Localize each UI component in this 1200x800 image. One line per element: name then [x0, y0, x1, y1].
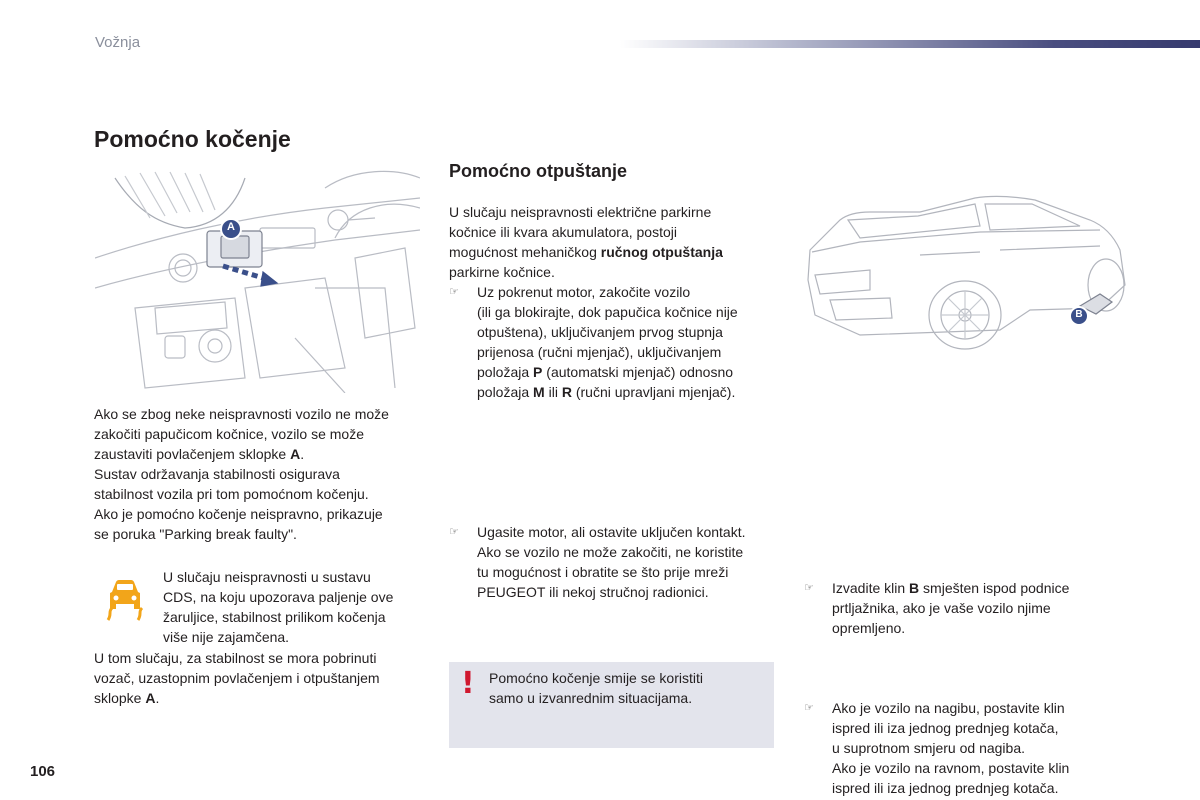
text-line: Ako je pomoćno kočenje neispravno, prikazuje — [94, 506, 383, 522]
text-line: Sustav održavanja stabilnosti osigurava — [94, 466, 340, 482]
car-illustration — [800, 190, 1135, 365]
hand-pointer-icon: ☞ — [449, 526, 459, 538]
text-line: žaruljice, stabilnost prilikom kočenja — [163, 609, 386, 625]
middle-intro — [449, 202, 779, 282]
text-line: ispred ili iza jednog prednjeg kotača. — [832, 780, 1059, 796]
text-line: Ugasite motor, ali ostavite uključen kontakt. — [477, 524, 746, 540]
text-line: parkirne kočnice. — [449, 264, 555, 280]
text-line: samo u izvanrednim situacijama. — [489, 690, 693, 706]
text-line: opremljeno. — [832, 620, 906, 636]
page-number: 106 — [30, 763, 56, 780]
text-line: Izvadite klin B smješten ispod podnice — [832, 580, 1070, 596]
text-line: se poruka "Parking break faulty". — [94, 526, 297, 542]
text-line: Ako je vozilo na ravnom, postavite klin — [832, 760, 1070, 776]
left-paragraph-2 — [94, 648, 424, 708]
text-line: zakočiti papučicom kočnice, vozilo se može — [94, 426, 365, 442]
middle-bullet-2 — [449, 522, 807, 602]
text-line: PEUGEOT ili nekoj stručnoj radionici. — [477, 584, 709, 600]
text-line: položaja M ili R (ručni upravljani mjenjač). — [477, 384, 736, 400]
text-line: kočnice ili kvara akumulatora, postoji — [449, 224, 677, 240]
text-line: sklopke A. — [94, 690, 160, 706]
hand-pointer-icon: ☞ — [449, 286, 459, 298]
label-a: A — [227, 221, 235, 233]
warning-box — [449, 662, 774, 748]
text-line: vozač, uzastopnim povlačenjem i otpuštanjem — [94, 670, 380, 686]
text-line: tu mogućnost i obratite se što prije mreži — [477, 564, 729, 580]
right-bullet-2 — [804, 698, 1152, 798]
text-line: U slučaju neispravnosti u sustavu — [163, 569, 371, 585]
text-line: prijenosa (ručni mjenjač), uključivanjem — [477, 344, 722, 360]
text-line: Ako se zbog neke neispravnosti vozilo ne može — [94, 406, 389, 422]
text-line: Ako je vozilo na nagibu, postavite klin — [832, 700, 1065, 716]
text-line: zaustaviti povlačenjem sklopke A. — [94, 446, 305, 462]
text-line: (ili ga blokirajte, dok papučica kočnice nije — [477, 304, 738, 320]
warning-text — [489, 668, 759, 708]
header-bar — [620, 40, 1200, 48]
hand-pointer-icon: ☞ — [804, 582, 814, 594]
exclamation-icon: ! — [461, 666, 475, 701]
hand-pointer-icon: ☞ — [804, 702, 814, 714]
text-line: U slučaju neispravnosti električne parkirne — [449, 204, 712, 220]
text-line: u suprotnom smjeru od nagiba. — [832, 740, 1025, 756]
text-line: ispred ili iza jednog prednjeg kotača, — [832, 720, 1059, 736]
section-label: Vožnja — [95, 34, 141, 51]
cds-warning-lamp-icon — [100, 574, 150, 624]
label-b: B — [1075, 309, 1083, 320]
cds-text — [163, 567, 423, 647]
text-line: U tom slučaju, za stabilnost se mora pobrinuti — [94, 650, 377, 666]
left-paragraph-1 — [94, 404, 424, 544]
subtitle: Pomoćno otpuštanje — [449, 161, 628, 181]
text-line: stabilnost vozila pri tom pomoćnom kočenju. — [94, 486, 369, 502]
text-line: CDS, na koju upozorava paljenje ove — [163, 589, 394, 605]
page-title: Pomoćno kočenje — [94, 126, 291, 152]
text-line: mogućnost mehaničkog ručnog otpuštanja — [449, 244, 723, 260]
text-line: Uz pokrenut motor, zakočite vozilo — [477, 284, 691, 300]
text-line: položaja P (automatski mjenjač) odnosno — [477, 364, 734, 380]
text-line: Ako se vozilo ne može zakočiti, ne koristite — [477, 544, 744, 560]
text-line: Pomoćno kočenje smije se koristiti — [489, 670, 703, 686]
text-line: više nije zajamčena. — [163, 629, 290, 645]
text-line: otpuštena), uključivanjem prvog stupnja — [477, 324, 723, 340]
dashboard-illustration — [95, 168, 420, 393]
right-bullet-1 — [804, 578, 1152, 638]
text-line: prtljažnika, ako je vaše vozilo njime — [832, 600, 1051, 616]
middle-bullet-1 — [449, 282, 787, 402]
